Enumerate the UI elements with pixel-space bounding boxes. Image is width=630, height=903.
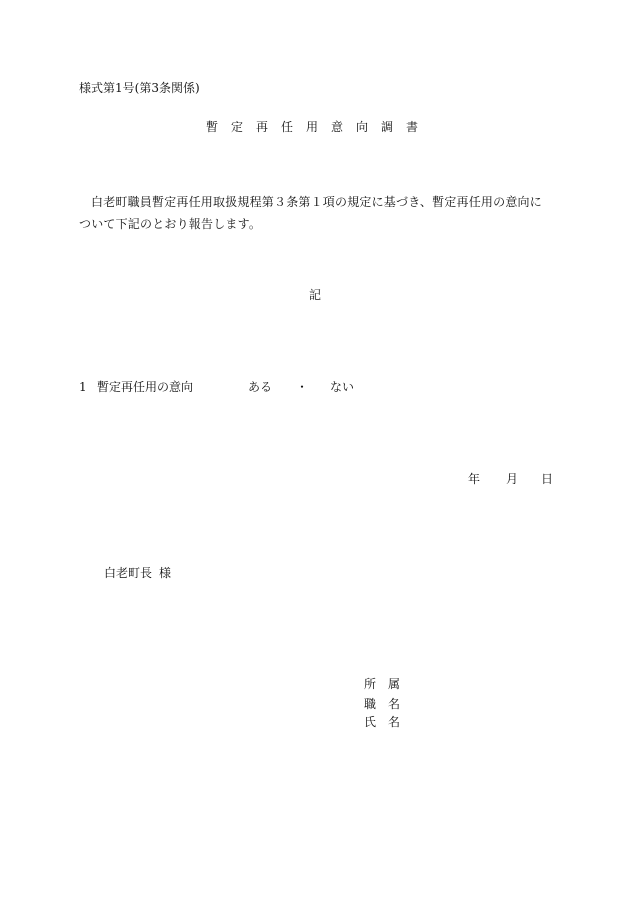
ki-heading: 記 [309,288,322,302]
date-year-label: 年 [468,472,481,486]
choice-separator: ・ [296,380,309,394]
addressee-honorific: 様 [159,566,172,580]
form-number: 様式第1号(第3条関係) [79,81,200,95]
item-number: 1 [79,380,87,394]
position-label: 職名 [364,697,413,711]
body-text: 白老町職員暫定再任用取扱規程第３条第１項の規定に基づき、暫定再任用の意向について下記のとおり報告します。 [79,195,542,231]
date-month-label: 月 [506,472,519,486]
document-title: 暫定再任用意向調書 [205,120,431,134]
addressee-name: 白老町長 [104,566,153,580]
affiliation-label: 所属 [364,677,413,691]
name-label: 氏名 [364,715,413,729]
choice-yes[interactable]: ある [248,380,273,394]
date-day-label: 日 [541,472,554,486]
choice-no[interactable]: ない [330,380,355,394]
item-label: 暫定再任用の意向 [97,380,194,394]
